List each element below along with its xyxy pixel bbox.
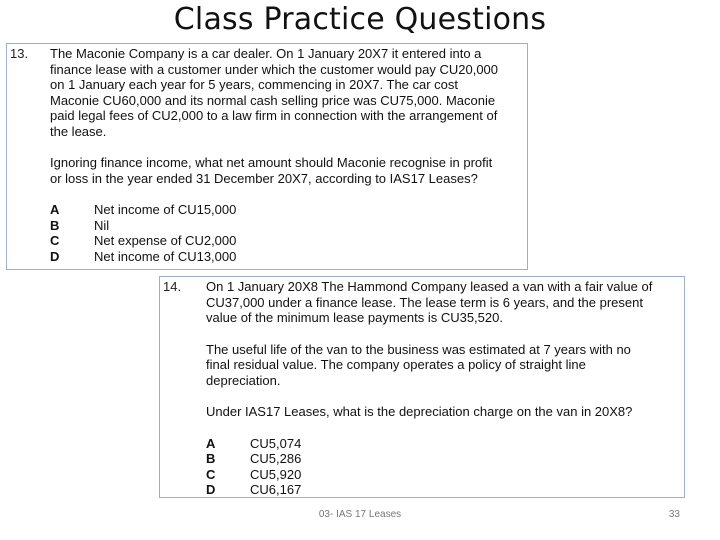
text-line: depreciation. [206, 372, 281, 388]
option-text: Net expense of CU2,000 [94, 233, 237, 248]
text-line: value of the minimum lease payments is CU35,520. [206, 310, 503, 325]
text-line: The Maconie Company is a car dealer. On 1 January 20X7 it entered into a [50, 46, 482, 61]
option-text: CU5,920 [250, 466, 302, 482]
text-line: the lease. [50, 123, 107, 139]
option-a [50, 202, 526, 218]
question-number: 14. [163, 279, 182, 294]
option-letter: A [206, 435, 216, 451]
question-13-box [6, 43, 528, 270]
question-14-body [206, 279, 682, 498]
option-letter: C [206, 466, 216, 482]
option-a [206, 436, 682, 452]
option-text: Nil [94, 217, 110, 233]
option-text: Net income of CU15,000 [94, 202, 237, 217]
footer-title: 03- IAS 17 Leases [318, 509, 402, 520]
option-letter: B [206, 451, 216, 466]
text-line: final residual value. The company operates a policy of straight line [206, 357, 586, 372]
text-line: On 1 January 20X8 The Hammond Company leased a van with a fair value of [206, 279, 653, 294]
option-c [50, 233, 526, 249]
option-letter: C [50, 233, 60, 248]
page-number: 33 [668, 509, 680, 520]
option-letter: A [50, 202, 60, 217]
question-number: 13. [10, 46, 29, 61]
text-line: on 1 January each year for 5 years, commencing in 20X7. The car cost [50, 77, 459, 92]
text-line: Maconie CU60,000 and its normal cash selling price was CU75,000. Maconie [50, 92, 496, 108]
option-c [206, 467, 682, 483]
slide-title: Class Practice Questions [173, 2, 547, 37]
option-text: CU6,167 [250, 482, 302, 497]
question-13-body [50, 46, 526, 264]
question-14-box [159, 276, 685, 498]
option-text: CU5,074 [250, 435, 302, 451]
question-line: or loss in the year ended 31 December 20X7, according to IAS17 Leases? [50, 170, 478, 186]
question-line: Under IAS17 Leases, what is the depreciation charge on the van in 20X8? [206, 404, 633, 419]
option-d [206, 482, 682, 498]
option-d [50, 249, 526, 265]
question-line: Ignoring finance income, what net amount should Maconie recognise in profit [50, 155, 493, 170]
option-letter: D [206, 482, 216, 497]
option-text: Net income of CU13,000 [94, 248, 237, 264]
text-line: paid legal fees of CU2,000 to a law firm in connection with the arrangement of [50, 108, 498, 123]
text-line: CU37,000 under a finance lease. The lease term is 6 years, and the present [206, 294, 643, 310]
text-line: finance lease with a customer under which the customer would pay CU20,000 [50, 61, 499, 77]
option-letter: B [50, 217, 60, 233]
option-b [206, 451, 682, 467]
text-line: The useful life of the van to the business was estimated at 7 years with no [206, 341, 631, 357]
option-b [50, 218, 526, 234]
option-letter: D [50, 248, 60, 264]
option-text: CU5,286 [250, 451, 302, 466]
